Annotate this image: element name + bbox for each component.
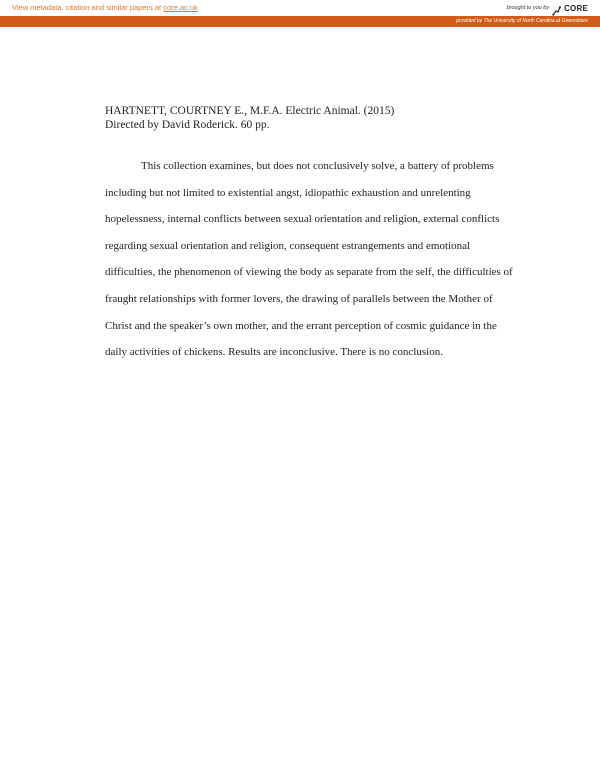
citation-line-1: HARTNETT, COURTNEY E., M.F.A. Electric Animal. (2015) bbox=[105, 105, 395, 117]
citation-line-2: Directed by David Roderick. 60 pp. bbox=[105, 119, 270, 131]
core-link-prefix: View metadata, citation and similar papers at bbox=[12, 3, 162, 12]
abstract-line: This collection examines, but does not conclusively solve, a battery of problems bbox=[141, 160, 494, 172]
document-body bbox=[105, 104, 525, 366]
core-logo-icon bbox=[552, 3, 561, 13]
abstract-line: including but not limited to existential angst, idiopathic exhaustion and unrelenting bbox=[105, 186, 471, 199]
abstract-line: Christ and the speaker’s own mother, and the errant perception of cosmic guidance in the bbox=[105, 319, 497, 332]
provided-by-text: provided by The University of North Carolina at Greensboro bbox=[456, 18, 588, 24]
core-provided-bar bbox=[0, 16, 600, 27]
core-brand-name: CORE bbox=[564, 3, 588, 13]
abstract-line: difficulties, the phenomenon of viewing the body as separate from the self, the difficulties of bbox=[105, 266, 513, 279]
abstract-line: daily activities of chickens. Results are inconclusive. There is no conclusion. bbox=[105, 346, 443, 359]
core-ac-uk-link[interactable]: core.ac.uk bbox=[163, 3, 198, 12]
brought-to-you-by-text: brought to you by bbox=[506, 5, 550, 11]
abstract-line: fraught relationships with former lovers, the drawing of parallels between the Mother of bbox=[105, 292, 493, 305]
core-brand[interactable] bbox=[507, 2, 588, 14]
abstract-line: regarding sexual orientation and religion, consequent estrangements and emotional bbox=[105, 239, 471, 252]
abstract-line: hopelessness, internal conflicts between sexual orientation and religion, external conflicts bbox=[105, 213, 500, 226]
abstract-paragraph bbox=[105, 153, 525, 366]
core-header bbox=[0, 0, 600, 16]
core-metadata-text bbox=[12, 3, 198, 12]
